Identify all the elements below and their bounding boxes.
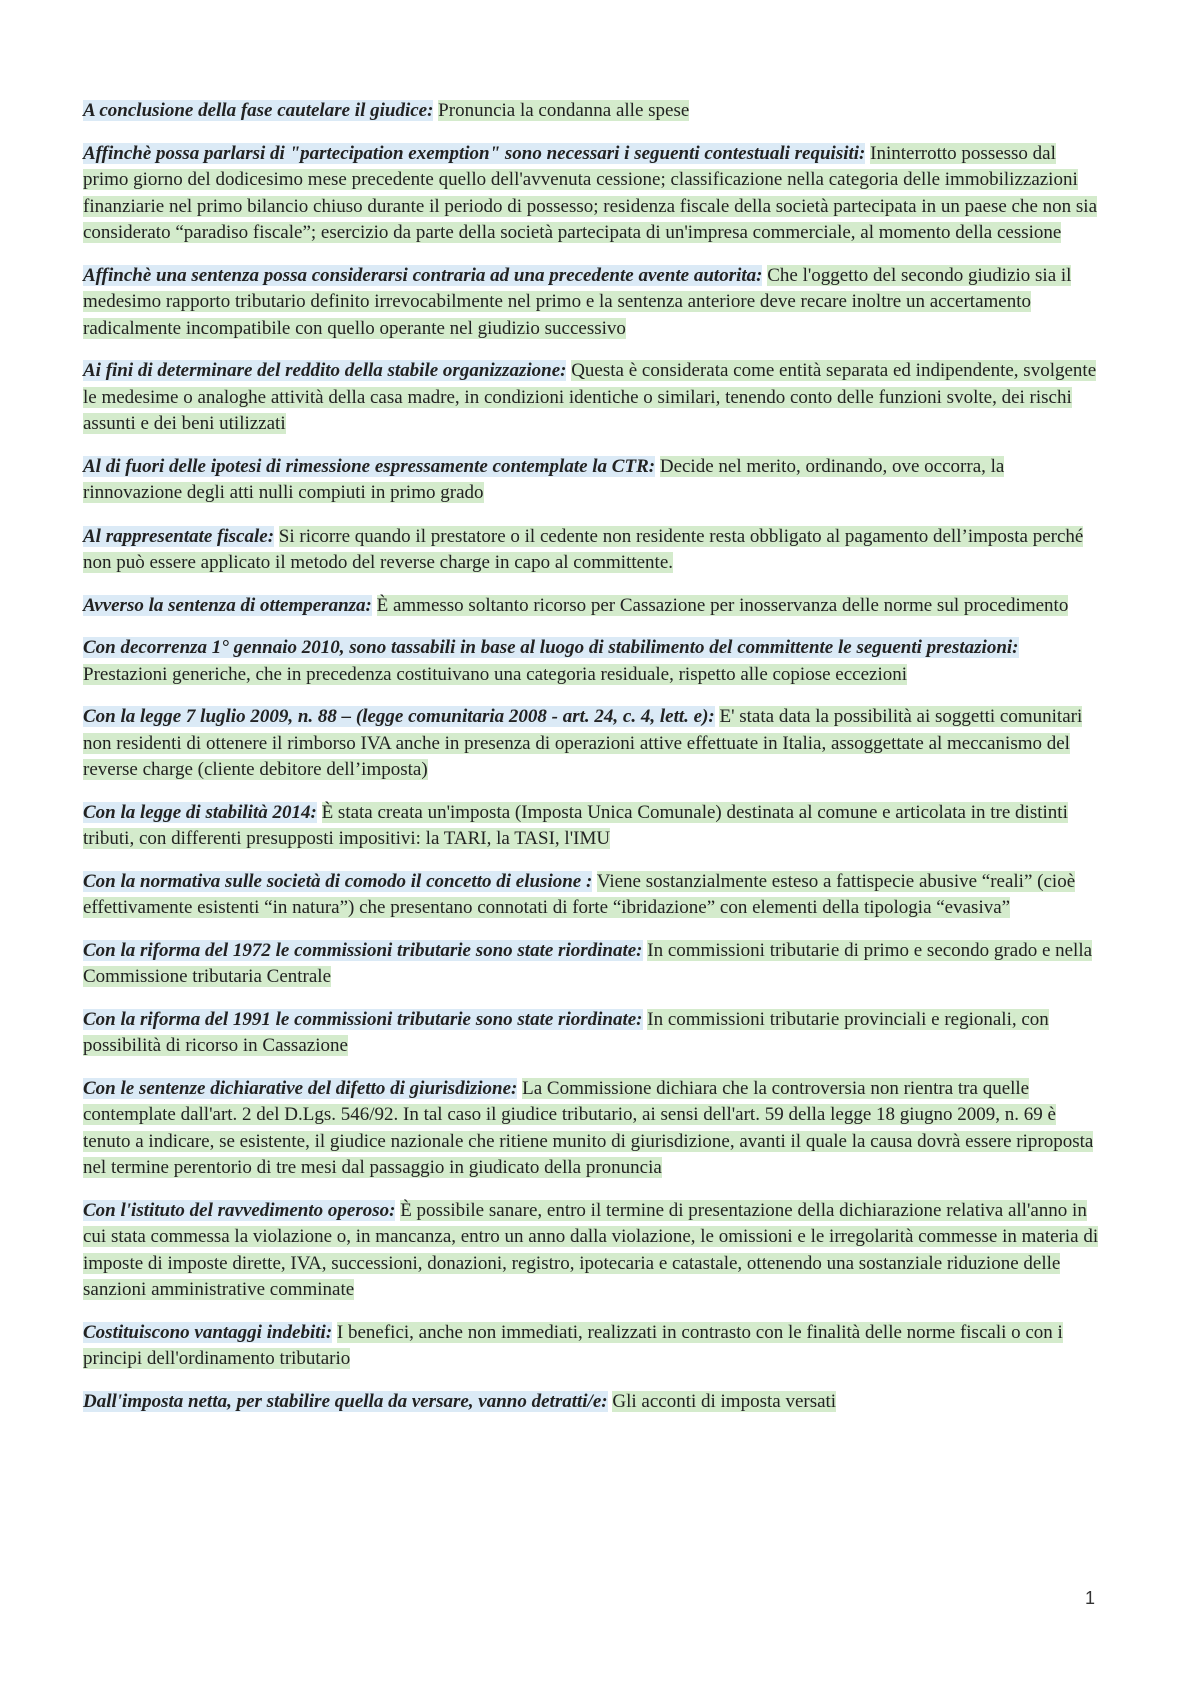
answer-text: Viene sostanzialmente esteso a fattispecie abusive “reali” (cioè effettivamente esistenti “in natura”) che presentano connotati di forte “ibridazione” con elementi della tipologia “evasiva” xyxy=(83,870,1076,918)
question-text: Con la legge 7 luglio 2009, n. 88 – (legge comunitaria 2008 - art. 24, c. 4, lett. e): xyxy=(83,706,715,727)
question-text: A conclusione della fase cautelare il giudice: xyxy=(83,100,434,121)
qa-entry xyxy=(83,1320,1103,1373)
question-text: Con la normativa sulle società di comodo il concetto di elusione : xyxy=(83,870,593,892)
qa-entry xyxy=(83,635,1103,688)
qa-entry xyxy=(83,869,1103,922)
qa-entry xyxy=(83,263,1103,343)
answer-text: In commissioni tributarie provinciali e regionali, con possibilità di ricorso in Cassazione xyxy=(83,1008,1049,1056)
answer-text: È possibile sanare, entro il termine di presentazione della dichiarazione relativa all'anno in cui stata commessa la violazione o, in mancanza, entro un anno dalla violazione, le omissioni e le irregolarità commesse in materia di imposte di imposte dirette, IVA, successioni, donazioni, registro, ipotecaria e catastale, ottenendo una sostanziale riduzione delle sanzioni amministrative comminate xyxy=(83,1199,1099,1300)
question-text: Affinchè possa parlarsi di "partecipation exemption" sono necessari i seguenti contestuali requisiti: xyxy=(83,142,866,164)
answer-text: I benefici, anche non immediati, realizzati in contrasto con le finalità delle norme fiscali o con i principi dell'ordinamento tributario xyxy=(83,1321,1063,1369)
question-text: Costituiscono vantaggi indebiti: xyxy=(83,1321,333,1343)
qa-entry xyxy=(83,1389,1103,1416)
answer-text: È ammesso soltanto ricorso per Cassazione per inosservanza delle norme sul procedimento xyxy=(376,594,1069,616)
answer-text: La Commissione dichiara che la controversia non rientra tra quelle contemplate dall'art. 2 del D.Lgs. 546/92. In tal caso il giudice tributario, ai sensi dell'art. 59 della legge 18 giugno 2009, n. 69 è tenuto a indicare, se esistente, il giudice nazionale che ritiene munito di giurisdizione, avanti il quale la causa dovrà essere riproposta nel termine perentorio di tre mesi dal passaggio in giudicato della pronuncia xyxy=(83,1077,1094,1178)
question-text: Con la riforma del 1991 le commissioni tributarie sono state riordinate: xyxy=(83,1008,643,1030)
qa-entry xyxy=(83,141,1103,247)
qa-entry xyxy=(83,1198,1103,1304)
answer-text: Gli acconti di imposta versati xyxy=(612,1390,837,1412)
question-text: Avverso la sentenza di ottemperanza: xyxy=(83,594,372,616)
answer-text: Che l'oggetto del secondo giudizio sia il medesimo rapporto tributario definito irrevocabilmente nel primo e la sentenza anteriore deve recare inoltre un accertamento radicalmente incompatibile con quello operante nel giudizio successivo xyxy=(83,264,1072,339)
qa-entry xyxy=(83,524,1103,577)
question-text: Con l'istituto del ravvedimento operoso: xyxy=(83,1199,396,1221)
answer-text: È stata creata un'imposta (Imposta Unica Comunale) destinata al comune e articolata in tre distinti tributi, con differenti presupposti impositivi: la TARI, la TASI, l'IMU xyxy=(83,801,1068,849)
qa-entry xyxy=(83,800,1103,853)
qa-entry xyxy=(83,704,1103,784)
answer-text: In commissioni tributarie di primo e secondo grado e nella Commissione tributaria Centrale xyxy=(83,939,1093,987)
qa-entry xyxy=(83,358,1103,438)
qa-entry xyxy=(83,593,1103,620)
question-text: Affinchè una sentenza possa considerarsi contraria ad una precedente avente autorita: xyxy=(83,264,763,286)
qa-list xyxy=(83,98,1103,1415)
qa-entry xyxy=(83,938,1103,991)
answer-text: Prestazioni generiche, che in precedenza costituivano una categoria residuale, rispetto alle copiose eccezioni xyxy=(83,663,908,685)
question-text: Al di fuori delle ipotesi di rimessione espressamente contemplate la CTR: xyxy=(83,455,656,477)
qa-entry xyxy=(83,1076,1103,1182)
question-text: Con la riforma del 1972 le commissioni tributarie sono state riordinate: xyxy=(83,939,643,961)
answer-text: Decide nel merito, ordinando, ove occorra, la rinnovazione degli atti nulli compiuti in primo grado xyxy=(83,455,1005,503)
qa-entry xyxy=(83,1007,1103,1060)
qa-entry xyxy=(83,98,1103,125)
answer-text: Pronuncia la condanna alle spese xyxy=(438,100,690,121)
qa-entry xyxy=(83,454,1103,507)
page-number: 1 xyxy=(1084,1588,1095,1608)
question-text: Con la legge di stabilità 2014: xyxy=(83,801,317,823)
answer-text: E' stata data la possibilità ai soggetti comunitari non residenti di ottenere il rimborso IVA anche in presenza di operazioni attive effettuate in Italia, assoggettate al meccanismo del reverse charge (cliente debitore dell’imposta) xyxy=(83,706,1083,780)
answer-text: Questa è considerata come entità separata ed indipendente, svolgente le medesime o analoghe attività della casa madre, in condizioni identiche o similari, tenendo conto delle funzioni svolte, dei rischi assunti e dei beni utilizzati xyxy=(83,360,1097,434)
question-text: Con le sentenze dichiarative del difetto di giurisdizione: xyxy=(83,1077,518,1099)
question-text: Al rappresentate fiscale: xyxy=(83,525,275,547)
question-text: Ai fini di determinare del reddito della stabile organizzazione: xyxy=(83,360,567,381)
answer-text: Ininterrotto possesso dal primo giorno del dodicesimo mese precedente quello dell'avvenuta cessione; classificazione nella categoria delle immobilizzazioni finanziarie nel primo bilancio chiuso durante il periodo di possesso; residenza fiscale della società partecipata in un paese che non sia considerato “paradiso fiscale”; esercizio da parte della società partecipata di un'impresa commerciale, al momento della cessione xyxy=(83,142,1098,243)
question-text: Con decorrenza 1° gennaio 2010, sono tassabili in base al luogo di stabilimento del committente le seguenti prestazioni: xyxy=(83,637,1019,658)
answer-text: Si ricorre quando il prestatore o il cedente non residente resta obbligato al pagamento dell’imposta perché non può essere applicato il metodo del reverse charge in capo al committente. xyxy=(83,525,1084,573)
question-text: Dall'imposta netta, per stabilire quella da versare, vanno detratti/e: xyxy=(83,1390,608,1412)
